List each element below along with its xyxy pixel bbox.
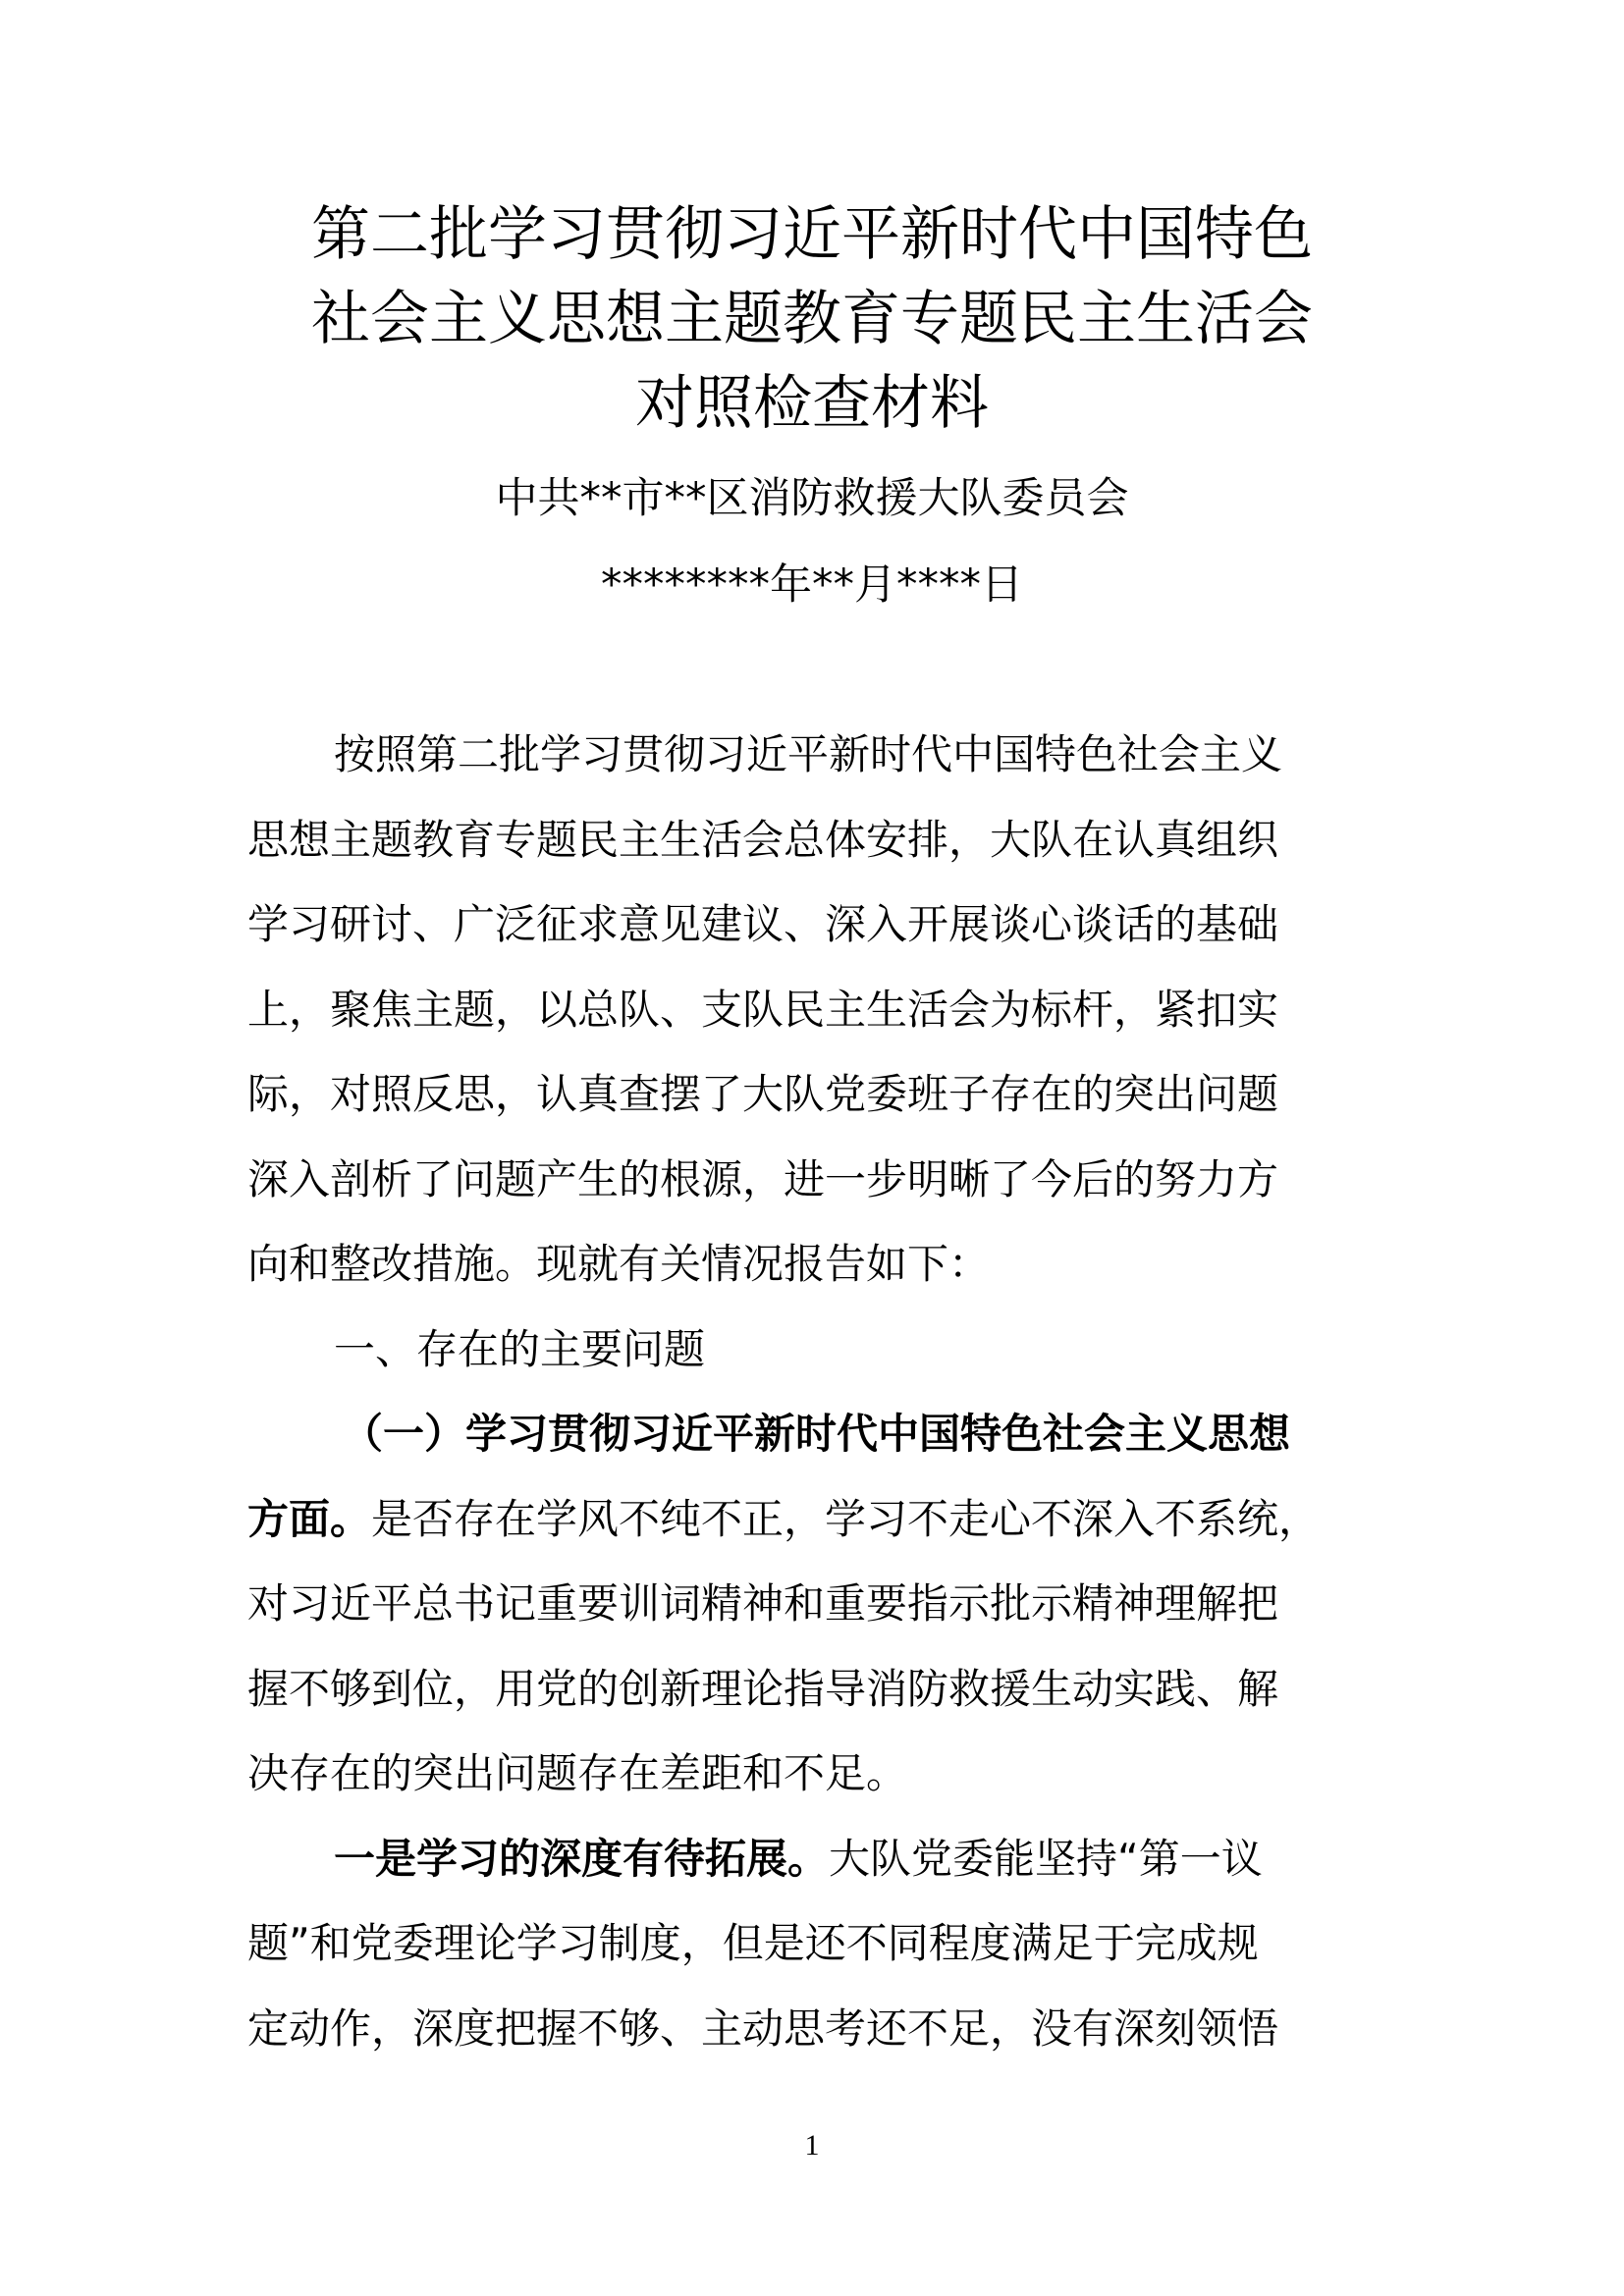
document-title	[245, 192, 1379, 446]
point-one-line: 定动作，深度把握不够、主动思考还不足，没有深刻领悟	[247, 2003, 1279, 2053]
intro-line: 按照第二批学习贯彻习近平新时代中国特色社会主义	[334, 730, 1283, 778]
intro-line: 际，对照反思，认真查摆了大队党委班子存在的突出问题	[247, 1070, 1279, 1118]
subsection-line: 握不够到位，用党的创新理论指导消防救援生动实践、解	[247, 1664, 1279, 1713]
title-line-1: 第二批学习贯彻习近平新时代中国特色	[311, 200, 1313, 269]
page-number: 1	[804, 2129, 820, 2162]
intro-line: 学习研讨、广泛征求意见建议、深入开展谈心谈话的基础	[247, 900, 1279, 948]
subsection-heading: （一）学习贯彻习近平新时代中国特色社会主义思想	[342, 1410, 1291, 1458]
point-one-line: 题”和党委理论学习制度，但是还不同程度满足于完成规	[247, 1919, 1259, 1967]
section-heading: 一、存在的主要问题	[334, 1324, 706, 1373]
intro-line: 上，聚焦主题，以总队、支队民主生活会为标杆，紧扣实	[247, 985, 1279, 1034]
title-line-3: 对照检查材料	[635, 369, 989, 438]
issuing-organization: 中共**市**区消防救援大队委员会	[495, 474, 1129, 523]
subsection-line: 对习近平总书记重要训词精神和重要指示批示精神理解把	[247, 1579, 1279, 1628]
point-one-text: 大队党委能坚持“第一议	[829, 1834, 1263, 1883]
intro-line: 向和整改措施。现就有关情况报告如下：	[247, 1240, 991, 1288]
point-one-lead	[247, 1817, 1379, 1902]
subsection-text: 是否存在学风不纯不正，学习不走心不深入不系统，	[371, 1494, 1321, 1543]
document-date: ********年**月****日	[601, 561, 1023, 610]
intro-line: 深入剖析了问题产生的根源，进一步明晰了今后的努力方	[247, 1154, 1279, 1203]
document-body	[247, 713, 1379, 2071]
subsection-heading-continuation	[247, 1477, 1379, 1563]
title-line-2: 社会主义思想主题教育专题民主生活会	[311, 285, 1313, 353]
subsection-heading-end: 方面。	[247, 1494, 372, 1543]
intro-line: 思想主题教育专题民主生活会总体安排，大队在认真组织	[247, 815, 1279, 864]
subsection-line: 决存在的突出问题存在差距和不足。	[247, 1749, 908, 1797]
point-one-heading: 一是学习的深度有待拓展。	[334, 1834, 830, 1883]
